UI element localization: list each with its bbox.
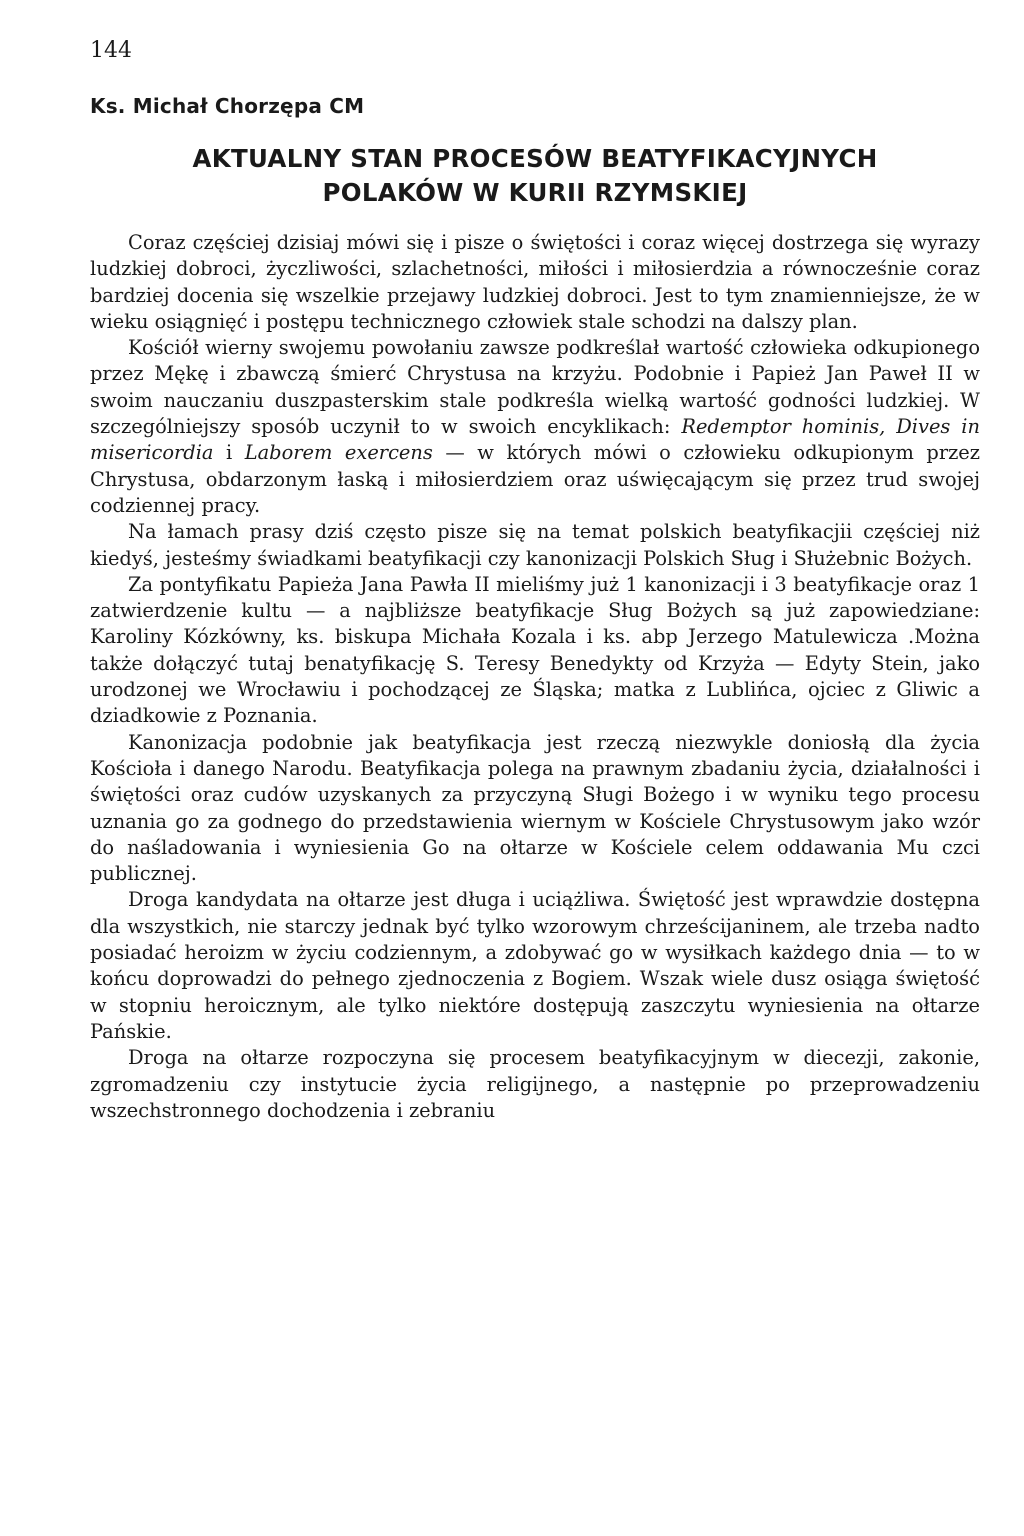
- paragraph-3: Na łamach prasy dziś często pisze się na temat polskich beatyfikacjii częściej niż kiedyś, jesteśmy świadkami beatyfikacji czy kanonizacji Polskich Sług i Służebnic Bożych.: [90, 520, 980, 570]
- article-title-line-1: AKTUALNY STAN PROCESÓW BEATYFIKACYJNYCH: [192, 144, 878, 173]
- paragraph-1: Coraz częściej dzisiaj mówi się i pisze o świętości i coraz więcej dostrzega się wyrazy ludzkiej dobroci, życzliwości, szlachetności, miłości i miłosierdzia a równocześnie coraz bardziej docenia się wszelkie przejawy ludzkiej dobroci. Jest to tym znamienniejsze, że w wieku osiągnięć i postępu technicznego człowiek stale schodzi na dalszy plan.: [90, 231, 980, 333]
- paragraph-2-mid: i: [213, 441, 245, 465]
- encyclical-title-2: Laborem exercens: [244, 441, 433, 465]
- encyclical-titles-1: Redemptor hominis, Dives in misericordia: [90, 415, 981, 465]
- paragraph-4: Za pontyfikatu Papieża Jana Pawła II mieliśmy już 1 kanonizacji i 3 beatyfikacje oraz 1 zatwierdzenie kultu — a najbliższe beatyfikacje Sług Bożych są już zapowiedziane: Karoliny Kózkówny, ks. biskupa Michała Kozala i ks. abp Jerzego Matulewicza .Można także dołączyć tutaj benatyfikację S. Teresy Benedykty od Krzyża — Edyty Stein, jako urodzonej we Wrocławiu i pochodzącej ze Śląska; matka z Lublińca, ojciec z Gliwic a dziadkowie z Poznania.: [90, 572, 980, 728]
- paragraph-2: [90, 335, 980, 519]
- paragraph-6: Droga kandydata na ołtarze jest długa i uciążliwa. Świętość jest wprawdzie dostępna dla wszystkich, nie starczy jednak być tylko wzorowym chrześcijaninem, ale trzeba nadto posiadać heroizm w życiu codziennym, a zdobywać go w wysiłkach każdego dnia — to w końcu doprowadzi do pełnego zjednoczenia z Bogiem. Wszak wiele dusz osiąga świętość w stopniu heroicznym, ale tylko niektóre dostępują zaszczytu wyniesienia na ołtarze Pańskie.: [90, 888, 980, 1043]
- article-title: [90, 142, 980, 210]
- document-page: [90, 40, 980, 1124]
- paragraph-2-before: Kościół wierny swojemu powołaniu zawsze podkreślał wartość człowieka odkupionego przez Mękę i zbawczą śmierć Chrystusa na krzyżu. Podobnie i Papież Jan Paweł II w swoim nauczaniu duszpasterskim stale podkreśla wielką wartość godności ludzkiej. W szczególniejszy sposób uczynił to w swoich encyklikach:: [90, 336, 980, 439]
- paragraph-5: Kanonizacja podobnie jak beatyfikacja jest rzeczą niezwykle doniosłą dla życia Kościoła i danego Narodu. Beatyfikacja polega na prawnym zbadaniu życia, działalności i świętości oraz cudów uzyskanych za przyczyną Sługi Bożego i w wyniku tego procesu uznania go za godnego do przedstawienia wiernym w Kościele Chrystusowym jako wzór do naśladowania i wyniesienia Go na ołtarze w Kościele celem oddawania Mu czci publicznej.: [90, 730, 980, 886]
- paragraph-2-after: — w których mówi o człowieku odkupionym przez Chrystusa, obdarzonym łaską i miłosierdziem oraz uświęcającym się przez trud swojej codziennej pracy.: [90, 441, 980, 517]
- article-body: [90, 230, 980, 1124]
- page-number: 144: [90, 38, 132, 63]
- paragraph-7: Droga na ołtarze rozpoczyna się procesem beatyfikacyjnym w diecezji, zakonie, zgromadzeniu czy instytucie życia religijnego, a następnie po przeprowadzeniu wszechstronnego dochodzenia i zebraniu: [90, 1046, 980, 1122]
- article-author: Ks. Michał Chorzępa CM: [90, 94, 365, 118]
- article-title-line-2: POLAKÓW W KURII RZYMSKIEJ: [322, 178, 748, 207]
